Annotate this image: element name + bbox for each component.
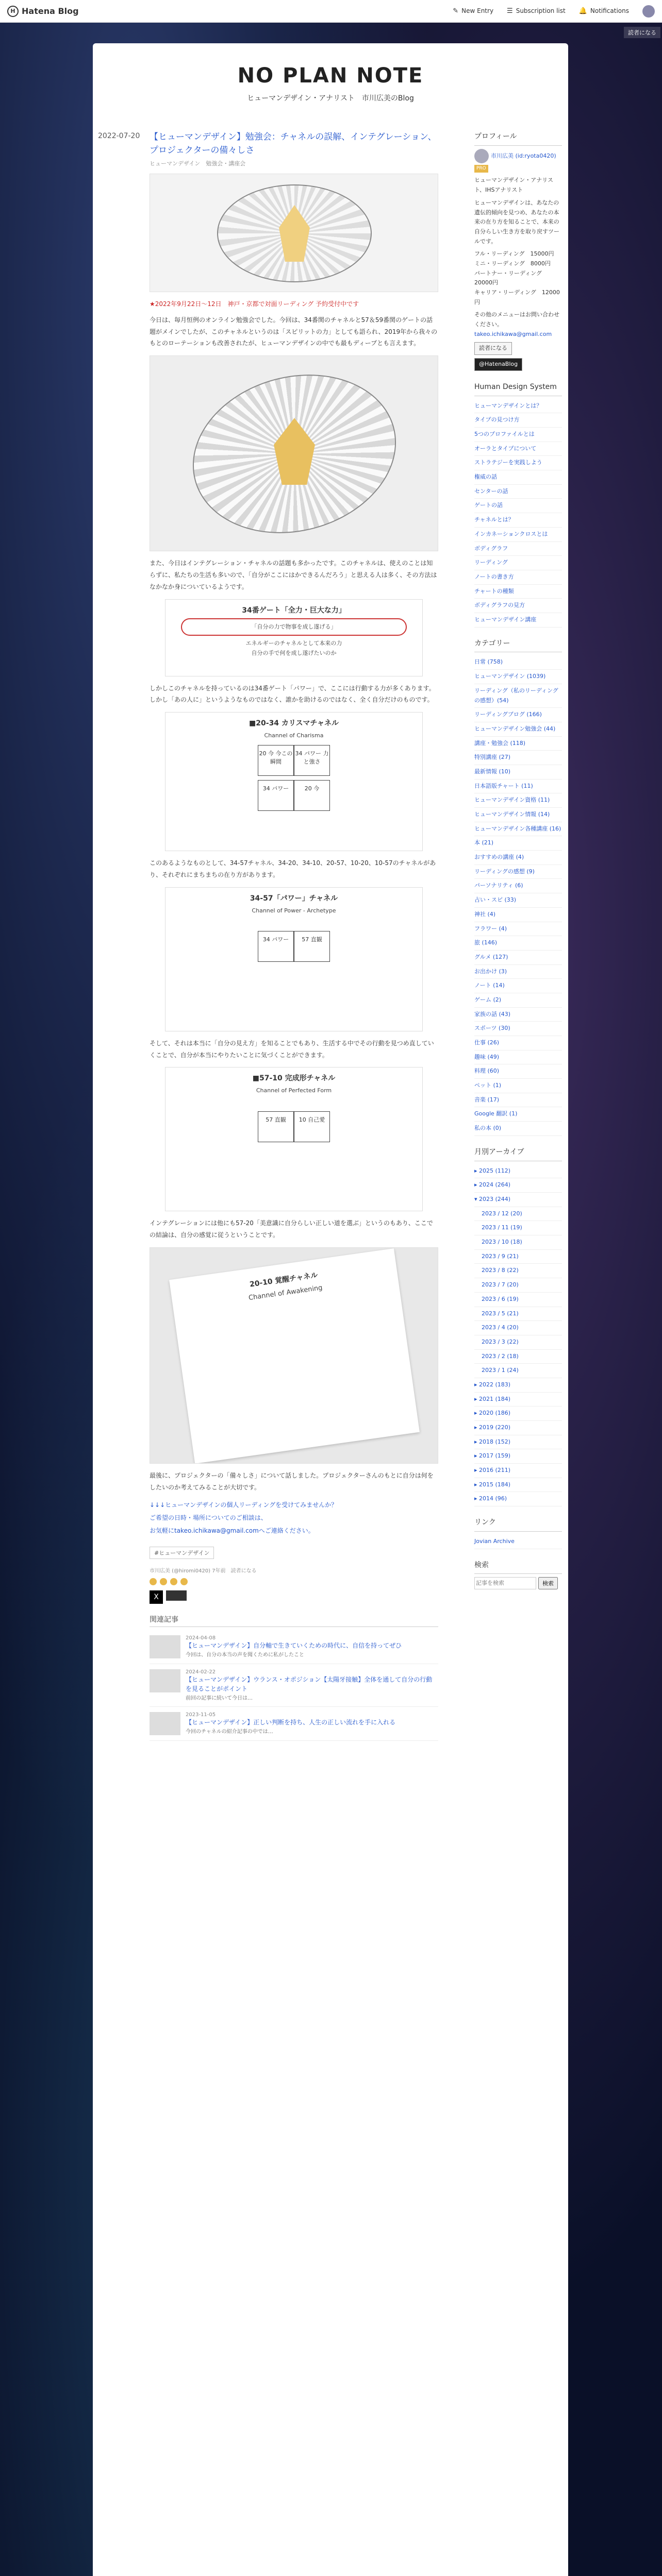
category-link[interactable]: 講座・勉強会 (118) <box>474 737 562 751</box>
blog-subtitle: ヒューマンデザイン・アナリスト 市川広美のBlog <box>247 94 414 103</box>
charisma-cell-1: 20 今 今この瞬間 <box>258 745 294 776</box>
category-link[interactable]: 最新情報 (10) <box>474 765 562 779</box>
category-link[interactable]: グルメ (127) <box>474 951 562 965</box>
category-link[interactable]: 神社 (4) <box>474 908 562 922</box>
hds-link[interactable]: ボディグラフの見方 <box>474 599 562 613</box>
contact-intro[interactable]: ↓↓↓ヒューマンデザインの個人リーディングを受けてみませんか？ <box>150 1501 338 1509</box>
hds-link[interactable]: ヒューマンデザインとは？ <box>474 399 562 414</box>
gate34-title: 34番ゲート「全力・巨大な力」 <box>242 606 346 615</box>
perfected-grid <box>171 1111 417 1142</box>
related-title[interactable]: 【ヒューマンデザイン】自分軸で生きていくための時代に、自信を持ってぜひ <box>186 1642 402 1650</box>
paragraph-6: インテグレーションには他にも57-20「美意識に自分らしい正しい道を選ぶ」というのもあり、ここでの結論は、自分の感覚に従うということです。 <box>150 1219 433 1239</box>
archive-year[interactable]: ▸ 2021 (184) <box>474 1393 562 1407</box>
new-entry-label: New Entry <box>461 7 494 14</box>
paragraph-2: また、今日はインテグレーション・チャネルの話題も多かったです。このチャネルは、使えのことは知らずに、私たちの生活も多いので、「自分がここにはかできるんだろう」と思える人は多く、その方法はなかなか身についているようです。 <box>150 560 437 590</box>
price-4: キャリア・リーディング 12000円 <box>474 289 560 306</box>
category-link[interactable]: ヒューマンデザイン資格 (11) <box>474 793 562 808</box>
charisma-cell-2: 34 パワー 力と強さ <box>294 745 330 776</box>
highlight-text <box>150 298 438 310</box>
power-cell-2: 57 直観 <box>294 931 330 962</box>
charisma-sub: Channel of Charisma <box>264 732 324 739</box>
category-link[interactable]: 家族の話 (43) <box>474 1008 562 1022</box>
perfected-cell-1: 57 直観 <box>258 1111 294 1142</box>
archive-month[interactable]: 2023 / 11 (19) <box>474 1221 562 1235</box>
notifications-link[interactable] <box>579 7 629 15</box>
charisma-grid <box>171 745 417 776</box>
gate34-card <box>165 599 423 676</box>
related-posts <box>150 1614 438 1741</box>
links-heading: リンク <box>474 1517 562 1532</box>
link-jovian[interactable]: Jovian Archive <box>474 1535 562 1549</box>
mandala-image-2 <box>150 355 438 551</box>
hds-link[interactable]: 5つのプロファイルとは <box>474 428 562 442</box>
blog-main <box>93 43 568 2576</box>
sidebar <box>474 131 562 1589</box>
search-input[interactable] <box>474 1577 536 1589</box>
hds-link[interactable]: 権威の話 <box>474 470 562 485</box>
perfected-cell-2: 10 自己愛 <box>294 1111 330 1142</box>
post-share-meta: 市川広美 (@hiromi0420) 7年前 読者になる <box>150 1568 257 1574</box>
profile-email[interactable]: takeo.ichikawa@gmail.com <box>474 330 552 337</box>
related-title[interactable]: 【ヒューマンデザイン】ウランス・オポジション【太陽牙接触】全体を通して自分の行動を見ることがポイント <box>186 1676 433 1693</box>
hds-link[interactable]: センターの話 <box>474 485 562 499</box>
category-link[interactable]: ヒューマンデザイン情報 (14) <box>474 808 562 822</box>
article <box>150 131 438 1741</box>
related-desc: 今回のチャネルの紹介記事の中では… <box>186 1729 273 1735</box>
profile-bio: ヒューマンデザインは、あなたの遺伝的傾向を見つめ、あなたの本来の在り方を知ることで、本来の自分らしい生き方を取り戻すツールです。 <box>474 199 559 245</box>
post-title[interactable]: 【ヒューマンデザイン】勉強会：チャネルの誤解、インテグレーション、プロジェクターの備々しさ <box>150 132 437 156</box>
hds-link[interactable]: ボディグラフ <box>474 542 562 556</box>
brand-name: Hatena Blog <box>22 6 79 16</box>
related-item[interactable] <box>150 1664 438 1707</box>
category-link[interactable]: 趣味 (49) <box>474 1050 562 1065</box>
profile-role: ヒューマンデザイン・アナリスト、IHSアナリスト <box>474 177 554 194</box>
price-1: フル・リーディング 15000円 <box>474 250 554 258</box>
hds-heading: Human Design System <box>474 381 562 396</box>
hds-link[interactable]: チャネルとは？ <box>474 513 562 528</box>
follow-button[interactable]: 読者になる <box>474 342 512 355</box>
contact-line-1[interactable]: ご希望の日時・場所についてのご相談は、 <box>150 1514 267 1521</box>
hds-link[interactable]: ノートの書き方 <box>474 570 562 585</box>
list-icon: ☰ <box>507 7 513 15</box>
share-icon-4[interactable] <box>180 1578 188 1585</box>
subscription-label: Subscription list <box>516 7 566 14</box>
hds-link[interactable]: ゲートの話 <box>474 499 562 513</box>
archive-list <box>474 1164 562 1507</box>
hatena-logo[interactable] <box>7 6 79 17</box>
archive-month[interactable]: 2023 / 3 (22) <box>474 1335 562 1350</box>
category-link[interactable]: ペット (1) <box>474 1079 562 1093</box>
archive-month[interactable]: 2023 / 8 (22) <box>474 1264 562 1278</box>
awakening-channel-image <box>150 1247 438 1464</box>
power-title: 34-57「パワー」チャネル <box>250 894 338 903</box>
category-link[interactable]: ヒューマンデザイン勉強会 (44) <box>474 722 562 737</box>
category-link[interactable]: 仕事 (26) <box>474 1036 562 1050</box>
power-cell-1: 34 パワー <box>258 931 294 962</box>
paragraph-5: そして、それは本当に「自分の見え方」を知ることでもあり、生活する中でその行動を見つめ直していくことで、自分が本当にやりたいことに気づくことができます。 <box>150 1039 434 1059</box>
archive-year[interactable]: ▸ 2014 (96) <box>474 1492 562 1506</box>
notifications-label: Notifications <box>590 7 629 14</box>
category-list <box>474 655 562 1136</box>
category-link[interactable]: ゲーム (2) <box>474 993 562 1008</box>
hatena-logo-icon: H <box>7 6 19 17</box>
share-icon-1[interactable] <box>150 1578 157 1585</box>
new-entry-link[interactable] <box>453 7 493 15</box>
category-link[interactable]: フラワー (4) <box>474 922 562 937</box>
perfected-title: ■57-10 完成形チャネル <box>252 1074 336 1083</box>
search-heading: 検索 <box>474 1560 562 1574</box>
search-form <box>474 1577 562 1589</box>
paragraph-7: 最後に、プロジェクターの「備々しさ」について話しました。プロジェクターさんのもとに自分は何をしたいのか考えてみることが大切です。 <box>150 1471 434 1491</box>
contact-line-2[interactable]: お気軽にtakeo.ichikawa@gmail.comへご連絡ください。 <box>150 1527 315 1534</box>
archive-heading: 月別アーカイブ <box>474 1146 562 1161</box>
archive-month[interactable]: 2023 / 10 (18) <box>474 1235 562 1250</box>
search-button[interactable]: 検索 <box>538 1577 558 1589</box>
related-date: 2023-11-05 <box>186 1712 216 1718</box>
category-link[interactable]: スポーツ (30) <box>474 1022 562 1036</box>
archive-year[interactable]: ▸ 2020 (186) <box>474 1406 562 1421</box>
category-link[interactable]: リーディングの感想 (9) <box>474 865 562 879</box>
price-2: ミニ・リーディング 8000円 <box>474 260 551 267</box>
gate34-line2: エネルギーのチャネルとして本来の力 <box>245 640 342 647</box>
archive-year[interactable]: ▸ 2015 (184) <box>474 1478 562 1493</box>
profile-avatar[interactable] <box>474 149 489 163</box>
related-item[interactable] <box>150 1707 438 1741</box>
category-link[interactable]: 料理 (60) <box>474 1064 562 1079</box>
gate34-line1: 「自分の力で物事を成し遂げる」 <box>181 618 407 636</box>
archive-year[interactable]: ▸ 2019 (220) <box>474 1421 562 1435</box>
user-avatar[interactable] <box>642 5 655 18</box>
archive-month[interactable]: 2023 / 7 (20) <box>474 1278 562 1293</box>
hatena-bookmark-icon[interactable] <box>166 1590 187 1601</box>
category-link[interactable]: ヒューマンデザイン各種講座 (16) <box>474 822 562 837</box>
related-date: 2024-02-22 <box>186 1669 216 1675</box>
archive-year[interactable]: ▸ 2022 (183) <box>474 1378 562 1393</box>
price-3: パートナー・リーディング 20000円 <box>474 269 548 286</box>
charisma-cell-4: 20 今 <box>294 780 330 811</box>
perfected-sub: Channel of Perfected Form <box>256 1087 332 1094</box>
sns-buttons <box>150 1590 438 1604</box>
hds-list <box>474 399 562 628</box>
archive-month[interactable]: 2023 / 6 (19) <box>474 1293 562 1307</box>
power-grid <box>171 931 417 962</box>
charisma-grid-2 <box>171 780 417 811</box>
profile-header <box>474 149 562 163</box>
charisma-channel-card <box>165 712 423 851</box>
hds-link[interactable]: チャートの種類 <box>474 585 562 599</box>
hds-link[interactable]: リーディング <box>474 556 562 570</box>
related-desc: 今回は、自分の本当の声を聞くために私がしたこと <box>186 1652 304 1658</box>
paragraph-4: このあるようなものとして、34-57チャネル、34-20、34-10、20-57、10-20、10-57のチャネルがあり、それぞれにまちまちの在り方があります。 <box>150 859 436 878</box>
post-categories[interactable]: ヒューマンデザイン 勉強会・講座会 <box>150 160 246 167</box>
perfected-form-card <box>165 1067 423 1211</box>
category-link[interactable]: パーソナリティ (6) <box>474 879 562 893</box>
related-title[interactable]: 【ヒューマンデザイン】正しい判断を持ち、人生の正しい流れを手に入れる <box>186 1719 396 1726</box>
post-date[interactable]: 2022-07-20 <box>98 132 140 140</box>
category-link[interactable]: 日常 (758) <box>474 655 562 670</box>
subscribe-corner-button[interactable]: 読者になる <box>624 27 660 38</box>
x-share-icon[interactable]: X <box>150 1590 163 1604</box>
related-heading: 関連記事 <box>150 1614 438 1627</box>
related-thumbnail[interactable] <box>150 1712 180 1735</box>
related-desc: 前回の記事に続いて今日は… <box>186 1696 253 1702</box>
archive-year[interactable]: ▸ 2018 (152) <box>474 1435 562 1450</box>
paragraph-1: 今日は、毎月恒例のオンライン勉強会でした。今回は、34番関のチャネルと57＆59番関のゲートの話題がメインでしたが、このチャネルというのは「スピリットの力」としても語られ、2019年から我々のもとのローテーションも改善されたが、ヒューマンデザインの中でも最もディープとも言えます。 <box>150 316 438 347</box>
contact-block <box>150 1499 438 1538</box>
share-icon-2[interactable] <box>160 1578 167 1585</box>
hds-link[interactable]: ヒューマンデザイン講座 <box>474 613 562 628</box>
hds-link[interactable]: タイプの見つけ方 <box>474 413 562 428</box>
related-item[interactable] <box>150 1630 438 1664</box>
related-date: 2024-04-08 <box>186 1635 216 1641</box>
archive-year[interactable]: ▾ 2023 (244) <box>474 1193 562 1207</box>
category-link[interactable]: おすすめの講座 (4) <box>474 851 562 865</box>
category-link[interactable]: Google 翻訳 (1) <box>474 1107 562 1122</box>
archive-year[interactable]: ▸ 2017 (159) <box>474 1449 562 1464</box>
category-link[interactable]: 旅 (146) <box>474 936 562 951</box>
share-icon-3[interactable] <box>170 1578 177 1585</box>
gate34-line3: 自分の手で何を成し遂げたいのか <box>251 649 337 656</box>
category-link[interactable]: 特別講座 (27) <box>474 751 562 765</box>
power-channel-card <box>165 887 423 1031</box>
power-sub: Channel of Power - Archetype <box>252 907 336 914</box>
youtube-button[interactable]: @HatenaBlog <box>474 358 522 371</box>
paragraph-3: しかしこのチャネルを持っているのは34番ゲート「パワー」で、ここには行動する力が多くあります。しかし「あの人に」というようなものではなく、誰かを助けるのではなく、全く自分だけのものです。 <box>150 684 435 704</box>
archive-year[interactable]: ▸ 2025 (112) <box>474 1164 562 1179</box>
archive-year[interactable]: ▸ 2024 (264) <box>474 1178 562 1193</box>
archive-month[interactable]: 2023 / 12 (20) <box>474 1207 562 1222</box>
category-link[interactable]: 占い・スピ (33) <box>474 893 562 908</box>
hds-link[interactable]: オーラとタイプについて <box>474 442 562 456</box>
bell-icon: 🔔 <box>578 7 587 15</box>
pro-badge: PRO <box>474 165 488 173</box>
archive-month[interactable]: 2023 / 9 (21) <box>474 1250 562 1264</box>
mandala-image-1 <box>150 174 438 292</box>
charisma-title: ■20-34 カリスマチャネル <box>249 719 339 728</box>
share-buttons <box>150 1578 438 1585</box>
highlight[interactable]: ★2022年9月22日〜12日 神戸・京都で対面リーディング 予約受付中です <box>150 300 359 308</box>
awakening-sub: Channel of Awakening <box>248 1284 323 1302</box>
profile-heading: プロフィール <box>474 131 562 146</box>
menu-more: その他のメニューはお問い合わせください。 <box>474 311 559 328</box>
related-thumbnail[interactable] <box>150 1635 180 1658</box>
category-link[interactable]: ヒューマンデザイン (1039) <box>474 670 562 684</box>
category-link[interactable]: 本 (21) <box>474 836 562 851</box>
awakening-paper <box>169 1248 420 1464</box>
awakening-title: 20-10 覚醒チャネル <box>249 1271 319 1289</box>
blog-title[interactable]: NO PLAN NOTE <box>237 64 424 88</box>
category-link[interactable]: 私の本 (0) <box>474 1122 562 1136</box>
subscription-link[interactable] <box>507 7 566 15</box>
archive-year[interactable]: ▸ 2016 (211) <box>474 1464 562 1478</box>
category-link[interactable]: 日本語版チャート (11) <box>474 779 562 794</box>
post-tag[interactable]: #ヒューマンデザイン <box>150 1547 214 1559</box>
hds-link[interactable]: インカネーションクロスとは <box>474 528 562 542</box>
related-thumbnail[interactable] <box>150 1669 180 1692</box>
category-link[interactable]: リーディング（私のリーディングの感想）(54) <box>474 684 562 708</box>
archive-month[interactable]: 2023 / 2 (18) <box>474 1350 562 1364</box>
hds-link[interactable]: ストラテジーを実践しよう <box>474 456 562 470</box>
archive-month[interactable]: 2023 / 4 (20) <box>474 1321 562 1335</box>
category-link[interactable]: リーディングブログ (166) <box>474 708 562 722</box>
charisma-cell-3: 34 パワー <box>258 780 294 811</box>
category-link[interactable]: 音楽 (17) <box>474 1093 562 1108</box>
category-heading: カテゴリー <box>474 638 562 653</box>
archive-month[interactable]: 2023 / 1 (24) <box>474 1364 562 1378</box>
profile-name[interactable]: 市川広美 (id:ryota0420) <box>491 152 556 159</box>
category-link[interactable]: ノート (14) <box>474 979 562 993</box>
pencil-icon: ✎ <box>453 7 459 15</box>
top-bar <box>0 0 662 23</box>
archive-month[interactable]: 2023 / 5 (21) <box>474 1307 562 1321</box>
category-link[interactable]: お出かけ (3) <box>474 965 562 979</box>
